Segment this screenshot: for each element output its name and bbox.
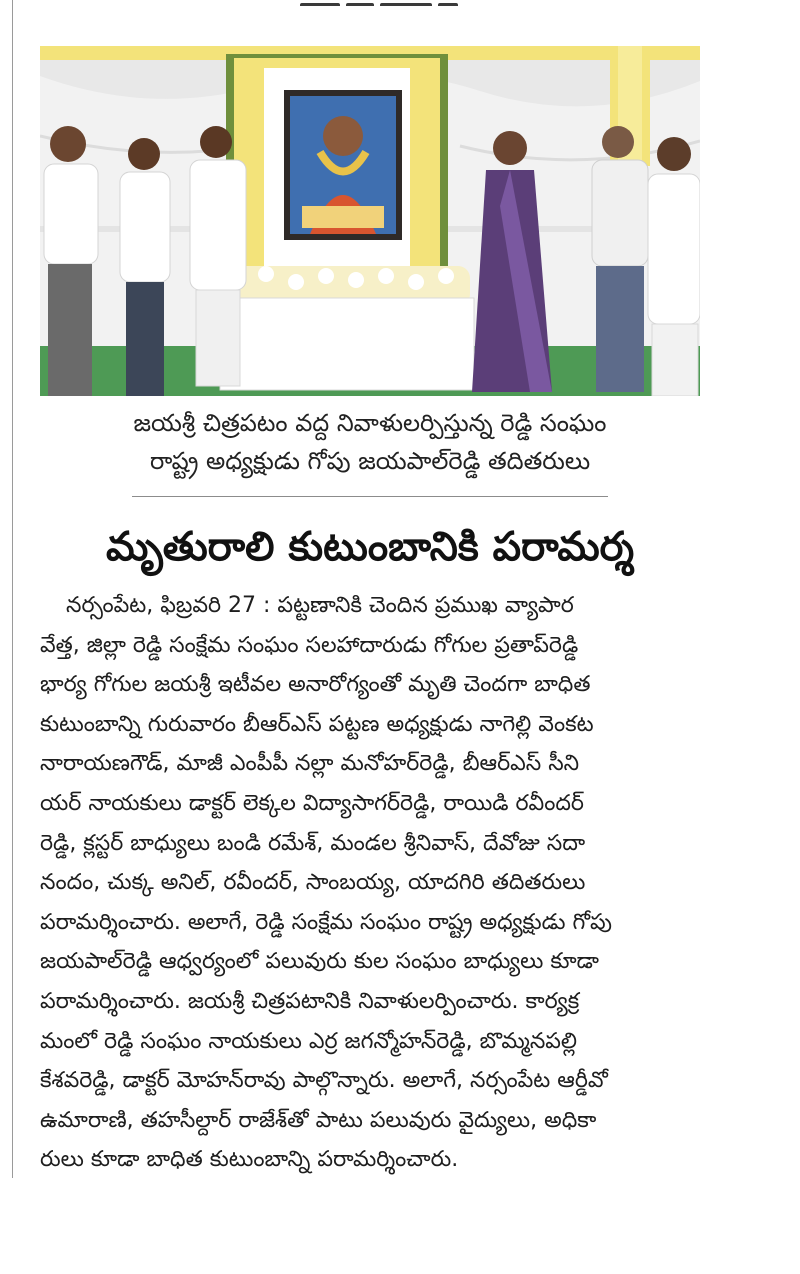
previous-article-fragment	[300, 0, 480, 6]
caption-line-1: జయశ్రీ చిత్రపటం వద్ద నివాళులర్పిస్తున్న రెడ్డి సంఘం	[133, 409, 607, 437]
body-line: మంలో రెడ్డి సంఘం నాయకులు ఎర్ర జగన్మోహన్‌రెడ్డి, బొమ్మనపల్లి	[40, 1028, 578, 1054]
body-line: రులు కూడా బాధిత కుటుంబాన్ని పరామర్శించారు.	[40, 1147, 459, 1173]
person-2	[120, 138, 170, 396]
person-1	[44, 126, 98, 396]
photo-caption	[40, 404, 700, 480]
body-line: నర్సంపేట, ఫిబ్రవరి 27 : పట్టణానికి చెందిన ప్రముఖ వ్యాపార	[66, 593, 574, 618]
tribute-photo	[40, 46, 700, 396]
article-body	[40, 586, 704, 1180]
body-line: నారాయణగౌడ్, మాజీ ఎంపీపీ నల్లా మనోహర్‌రెడ్డి, బీఆర్ఎస్ సీని	[40, 751, 580, 777]
body-line: భార్య గోగుల జయశ్రీ ఇటీవల అనారోగ్యంతో మృతి చెందగా బాధిత	[40, 672, 591, 698]
article-headline: మృతురాలి కుటుంబానికి పరామర్శ	[105, 524, 635, 570]
body-line: కేశవరెడ్డి, డాక్టర్ మోహన్‌రావు పాల్గొన్నారు. అలాగే, నర్సంపేట ఆర్డీవో	[40, 1068, 608, 1094]
body-line: కుటుంబాన్ని గురువారం బీఆర్ఎస్ పట్టణ అధ్యక్షుడు నాగెల్లి వెంకట	[40, 711, 594, 737]
person-6	[648, 137, 700, 396]
altar-table	[220, 298, 474, 390]
caption-divider	[132, 496, 608, 497]
body-line: రెడ్డి, క్లస్టర్ బాధ్యులు బండి రమేశ్, మండల శ్రీనివాస్, దేవోజు సదా	[40, 830, 586, 856]
body-line: ఉమారాణి, తహసీల్దార్ రాజేశ్‌తో పాటు పలువురు వైద్యులు, అధికా	[40, 1107, 597, 1133]
person-3	[190, 126, 246, 386]
body-line: పరామర్శించారు. అలాగే, రెడ్డి సంక్షేమ సంఘం రాష్ట్ర అధ్యక్షుడు గోపు	[40, 909, 612, 935]
column-rule	[12, 0, 13, 1178]
news-photo	[40, 46, 700, 396]
body-line: నందం, చుక్క అనిల్, రవీందర్, సాంబయ్య, యాదగిరి తదితరులు	[40, 870, 586, 896]
body-line: జయపాల్‌రెడ్డి ఆధ్వర్యంలో పలువురు కుల సంఘం బాధ్యులు కూడా	[40, 949, 599, 975]
body-line: యర్ నాయకులు డాక్టర్ లెక్కల విద్యాసాగర్‌రెడ్డి, రాయిడి రవీందర్	[40, 790, 584, 816]
body-line: వేత్త, జిల్లా రెడ్డి సంక్షేమ సంఘం సలహాదారుడు గోగుల ప్రతాప్‌రెడ్డి	[40, 632, 579, 658]
body-line: పరామర్శించారు. జయశ్రీ చిత్రపటానికి నివాళులర్పించారు. కార్యక్ర	[40, 988, 580, 1014]
person-5	[592, 126, 648, 392]
caption-line-2: రాష్ట్ర అధ్యక్షుడు గోపు జయపాల్‌రెడ్డి తదితరులు	[149, 447, 591, 475]
